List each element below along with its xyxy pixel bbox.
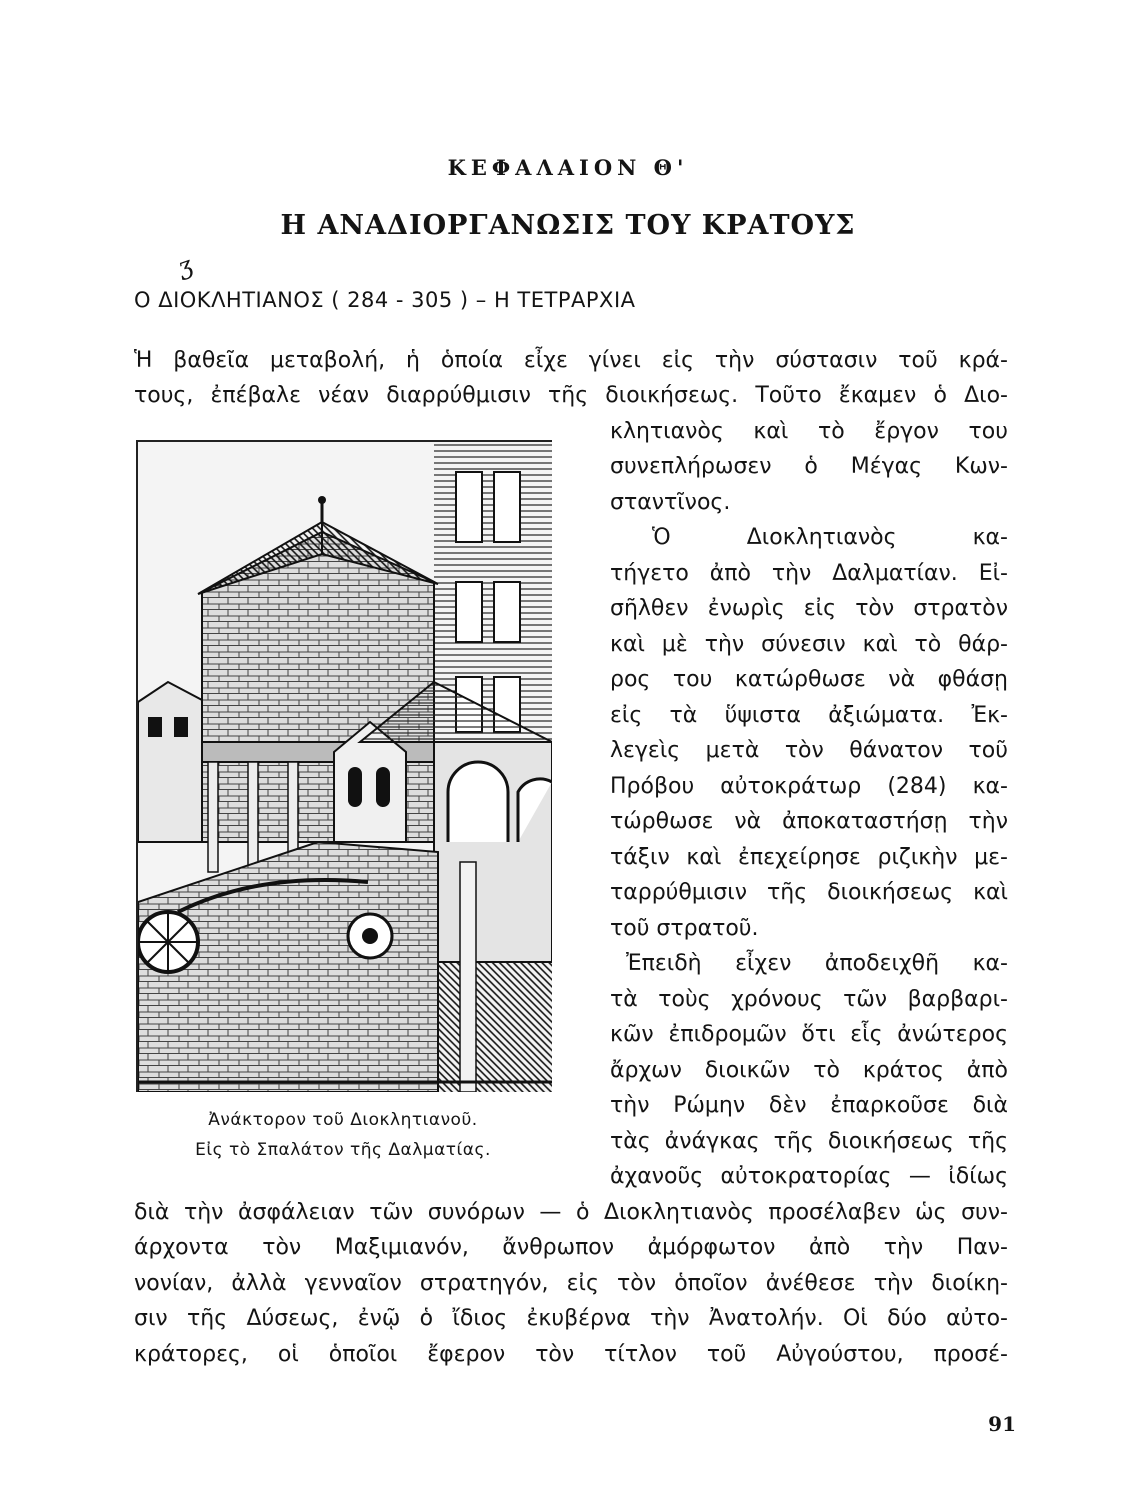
body-line: Ὁ Διοκλητιανὸς κα- [652, 525, 1008, 550]
body-line: εἰς τὰ ὕψιστα ἀξιώματα. Ἐκ- [610, 703, 1008, 728]
body-line: τοῦ στρατοῦ. [610, 916, 759, 941]
body-line: συνεπλήρωσεν ὁ Μέγας Κων- [610, 454, 1008, 479]
body-line: τὰ τοὺς χρόνους τῶν βαρβαρι- [610, 987, 1008, 1012]
body-line: κλητιανὸς καὶ τὸ ἔργον του [610, 419, 1008, 444]
body-line: λεγεὶς μετὰ τὸν θάνατον τοῦ [610, 738, 1008, 763]
body-line: Ἐπειδὴ εἶχεν ἀποδειχθῆ κα- [626, 951, 1008, 976]
figure-caption-line-1: Ἀνάκτορον τοῦ Διοκλητιανοῦ. [208, 1110, 478, 1130]
chapter-title: Η ΑΝΑΔΙΟΡΓΑΝΩΣΙΣ ΤΟΥ ΚΡΑΤΟΥΣ [280, 210, 856, 241]
body-line: σῆλθεν ἐνωρὶς εἰς τὸν στρατὸν [610, 596, 1008, 621]
palace-engraving [136, 440, 552, 1092]
body-line: νονίαν, ἀλλὰ γενναῖον στρατηγόν, εἰς τὸν ὁποῖον ἀνέθεσε τὴν διοίκη- [134, 1271, 1008, 1296]
section-heading: Ο ΔΙΟΚΛΗΤΙΑΝΟΣ ( 284 - 305 ) – Η ΤΕΤΡΑΡΧΙΑ [134, 288, 636, 312]
body-line: τήγετο ἀπὸ τὴν Δαλματίαν. Εἰ- [610, 561, 1008, 586]
body-line: σταντῖνος. [610, 490, 731, 515]
body-line: κῶν ἐπιδρομῶν ὅτι εἷς ἀνώτερος [610, 1022, 1008, 1047]
chapter-heading: ΚΕΦΑΛΑΙΟΝ Θ' [447, 155, 689, 180]
body-line: ἄρχων διοικῶν τὸ κράτος ἀπὸ [610, 1058, 1008, 1083]
body-line: τώρθωσε νὰ ἀποκαταστήσῃ τὴν [610, 809, 1008, 834]
body-line: άρχοντα τὸν Μαξιμιανόν, ἄνθρωπον ἀμόρφωτον ἀπὸ τὴν Παν- [134, 1235, 1008, 1260]
figure-caption-line-2: Εἰς τὸ Σπαλάτον τῆς Δαλματίας. [195, 1140, 491, 1160]
body-line: Ἡ βαθεῖα μεταβολή, ἡ ὁποία εἶχε γίνει εἰς τὴν σύστασιν τοῦ κρά- [134, 348, 1008, 373]
body-line: τὰς ἀνάγκας τῆς διοικήσεως τῆς [610, 1129, 1008, 1154]
body-line: ταρρύθμισιν τῆς διοικήσεως καὶ [610, 880, 1008, 905]
body-line: τους, ἐπέβαλε νέαν διαρρύθμισιν τῆς διοικήσεως. Τοῦτο ἔκαμεν ὁ Διο- [134, 383, 1008, 408]
body-line: κράτορες, οἱ ὁποῖοι ἔφερον τὸν τίτλον τοῦ Αὐγούστου, προσέ- [134, 1342, 1008, 1367]
body-line: τάξιν καὶ ἐπεχείρησε ριζικὴν με- [610, 845, 1008, 870]
body-line: Πρόβου αὐτοκράτωρ (284) κα- [610, 774, 1008, 799]
body-line: καὶ μὲ τὴν σύνεσιν καὶ τὸ θάρ- [610, 632, 1008, 657]
handwritten-margin-mark: ʒ [173, 250, 196, 282]
body-line: ρος του κατώρθωσε νὰ φθάσῃ [610, 667, 1008, 692]
body-line: σιν τῆς Δύσεως, ἐνῷ ὁ ἴδιος ἐκυβέρνα τὴν Ἀνατολήν. Οἱ δύο αὐτο- [134, 1306, 1008, 1331]
body-line: τὴν Ρώμην δὲν ἐπαρκοῦσε διὰ [610, 1093, 1008, 1118]
body-line: ἀχανοῦς αὐτοκρατορίας — ἰδίως [610, 1164, 1008, 1189]
body-line: διὰ τὴν ἀσφάλειαν τῶν συνόρων — ὁ Διοκλητιανὸς προσέλαβεν ὡς συν- [134, 1200, 1008, 1225]
page-number: 91 [988, 1412, 1016, 1436]
